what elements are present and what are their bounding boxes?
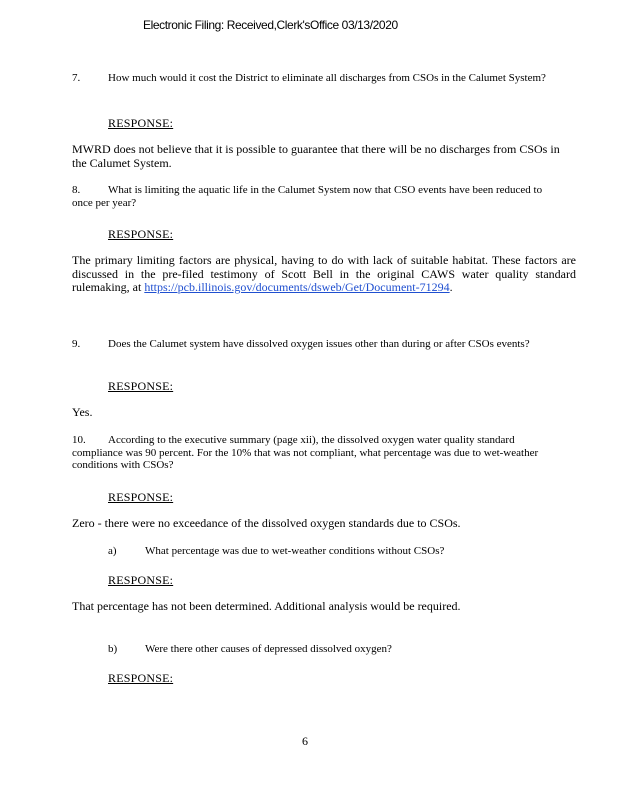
answer-10a: That percentage has not been determined. Additional analysis would be required.	[72, 599, 461, 613]
answer-8	[72, 254, 576, 295]
question-8	[72, 184, 546, 209]
answer-text: The primary limiting factors are physical, having to do with lack of suitable habitat. These factors are discussed in the pre-filed testimony of Scott Bell in the original CAWS water quality standard rulemaking, at	[72, 253, 576, 294]
question-text: According to the executive summary (page xii), the dissolved oxygen water quality standard compliance was 90 percent. For the 10% that was not compliant, what percentage was due to wet-weather conditions with CSOs?	[72, 434, 539, 471]
response-label: RESPONSE:	[108, 379, 174, 393]
subquestion-letter: a)	[108, 545, 117, 557]
response-label: RESPONSE:	[108, 671, 174, 685]
answer-10: Zero - there were no exceedance of the dissolved oxygen standards due to CSOs.	[72, 516, 461, 530]
filing-header: Electronic Filing: Received,Clerk'sOffice 03/13/2020	[143, 18, 398, 32]
question-9	[72, 338, 546, 351]
response-label: RESPONSE:	[108, 490, 174, 504]
answer-end: .	[449, 280, 453, 294]
question-number: 9.	[72, 338, 81, 350]
question-text: What is limiting the aquatic life in the Calumet System now that CSO events have been reduced to once per year?	[72, 184, 543, 209]
subquestion-10a	[108, 545, 444, 557]
question-10	[72, 434, 546, 472]
question-number: 7.	[72, 72, 81, 84]
question-text: Does the Calumet system have dissolved oxygen issues other than during or after CSOs events?	[108, 338, 530, 350]
document-link[interactable]: https://pcb.illinois.gov/documents/dsweb/Get/Document-71294	[144, 280, 450, 294]
subquestion-letter: b)	[108, 643, 118, 655]
subquestion-text: What percentage was due to wet-weather conditions without CSOs?	[145, 545, 445, 557]
question-7	[72, 72, 546, 85]
subquestion-10b	[108, 643, 392, 655]
response-label: RESPONSE:	[108, 116, 174, 130]
answer-7: MWRD does not believe that it is possible to guarantee that there will be no discharges from CSOs in the Calumet System.	[72, 142, 560, 170]
question-text: How much would it cost the District to eliminate all discharges from CSOs in the Calumet System?	[108, 72, 546, 84]
question-number: 8.	[72, 184, 81, 196]
response-label: RESPONSE:	[108, 227, 174, 241]
subquestion-text: Were there other causes of depressed dissolved oxygen?	[145, 643, 392, 655]
answer-9: Yes.	[72, 405, 93, 419]
page-number: 6	[302, 734, 308, 748]
question-number: 10.	[72, 434, 86, 446]
response-label: RESPONSE:	[108, 573, 174, 587]
